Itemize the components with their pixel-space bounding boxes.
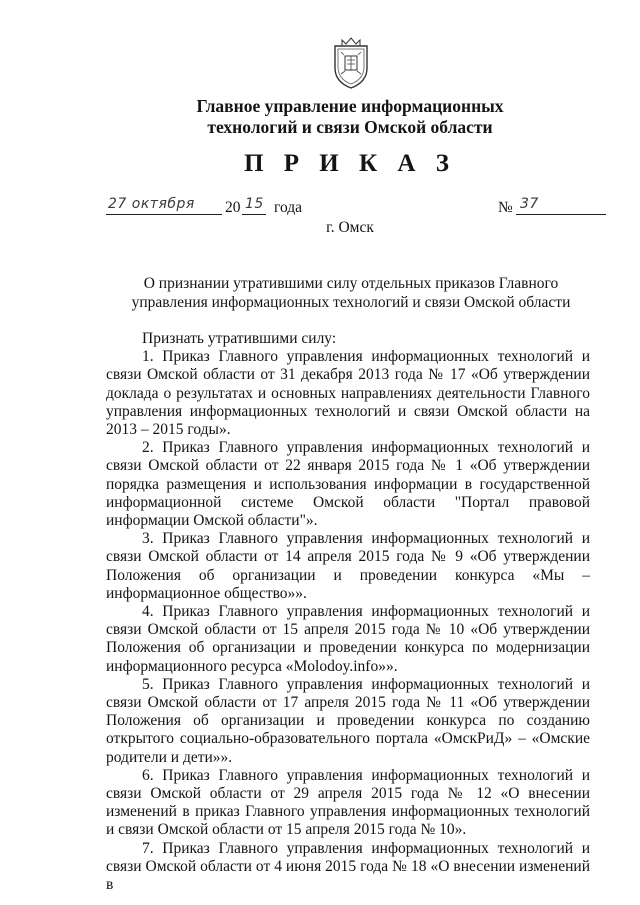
- handwritten-date: 27 октября: [108, 196, 195, 212]
- omsk-coat-of-arms-icon: [331, 36, 371, 90]
- date-number-line: [106, 196, 606, 220]
- order-item: 7. Приказ Главного управления информационных технологий и связи Омской области от 4 июня 2015 года № 18 «О внесении изменений в: [106, 839, 590, 894]
- order-item: 6. Приказ Главного управления информационных технологий и связи Омской области от 29 апреля 2015 года № 12 «О внесении изменений в приказ Главного управления информационных технологий и связи Омской области от 15 апреля 2015 года № 10».: [106, 766, 590, 839]
- year-century: 20: [225, 199, 241, 216]
- document-type-title: П Р И К А З: [244, 150, 456, 177]
- number-sign: №: [498, 199, 513, 216]
- order-body: [106, 330, 590, 894]
- date-underline: [106, 214, 222, 215]
- order-intro: Признать утратившими силу:: [142, 330, 337, 347]
- handwritten-number: 37: [520, 196, 539, 212]
- year-underline: [242, 214, 266, 215]
- order-item: 4. Приказ Главного управления информационных технологий и связи Омской области от 15 апреля 2015 года № 10 «Об утверждении Положения об организации и проведении конкурса по модернизации информационного ресурса «Molodoy.info»».: [106, 603, 590, 675]
- number-underline: [516, 214, 606, 215]
- organization-name-line2: технологий и связи Омской области: [207, 117, 493, 137]
- organization-name-line1: Главное управление информационных: [196, 96, 504, 116]
- order-item: 1. Приказ Главного управления информационных технологий и связи Омской области от 31 декабря 2013 года № 17 «Об утверждении доклада о результатах и основных направлениях деятельности Главного управления информационных технологий и связи Омской области на 2013 – 2015 годы».: [106, 348, 590, 439]
- order-item: 3. Приказ Главного управления информационных технологий и связи Омской области от 14 апреля 2015 года № 9 «Об утверждении Положения об организации и проведении конкурса «Мы – информационное общество»».: [106, 530, 590, 602]
- order-item: 5. Приказ Главного управления информационных технологий и связи Омской области от 17 апреля 2015 года № 11 «Об утверждении Положения об организации и проведении конкурса по созданию открытого социально-образовательного портала «ОмскРиД» – «Омские родители и дети»».: [106, 675, 590, 766]
- order-item: 2. Приказ Главного управления информационных технологий и связи Омской области от 22 января 2015 года № 1 «Об утверждении порядка размещения и использования информации в государственной информационной системе Омской области "Портал правовой информации Омской области"».: [106, 439, 590, 530]
- city: г. Омск: [326, 219, 374, 236]
- handwritten-year: 15: [245, 196, 264, 212]
- order-subject: О признании утратившими силу отдельных приказов Главного управления информационных технологий и связи Омской области: [131, 275, 571, 311]
- year-word: года: [274, 199, 303, 216]
